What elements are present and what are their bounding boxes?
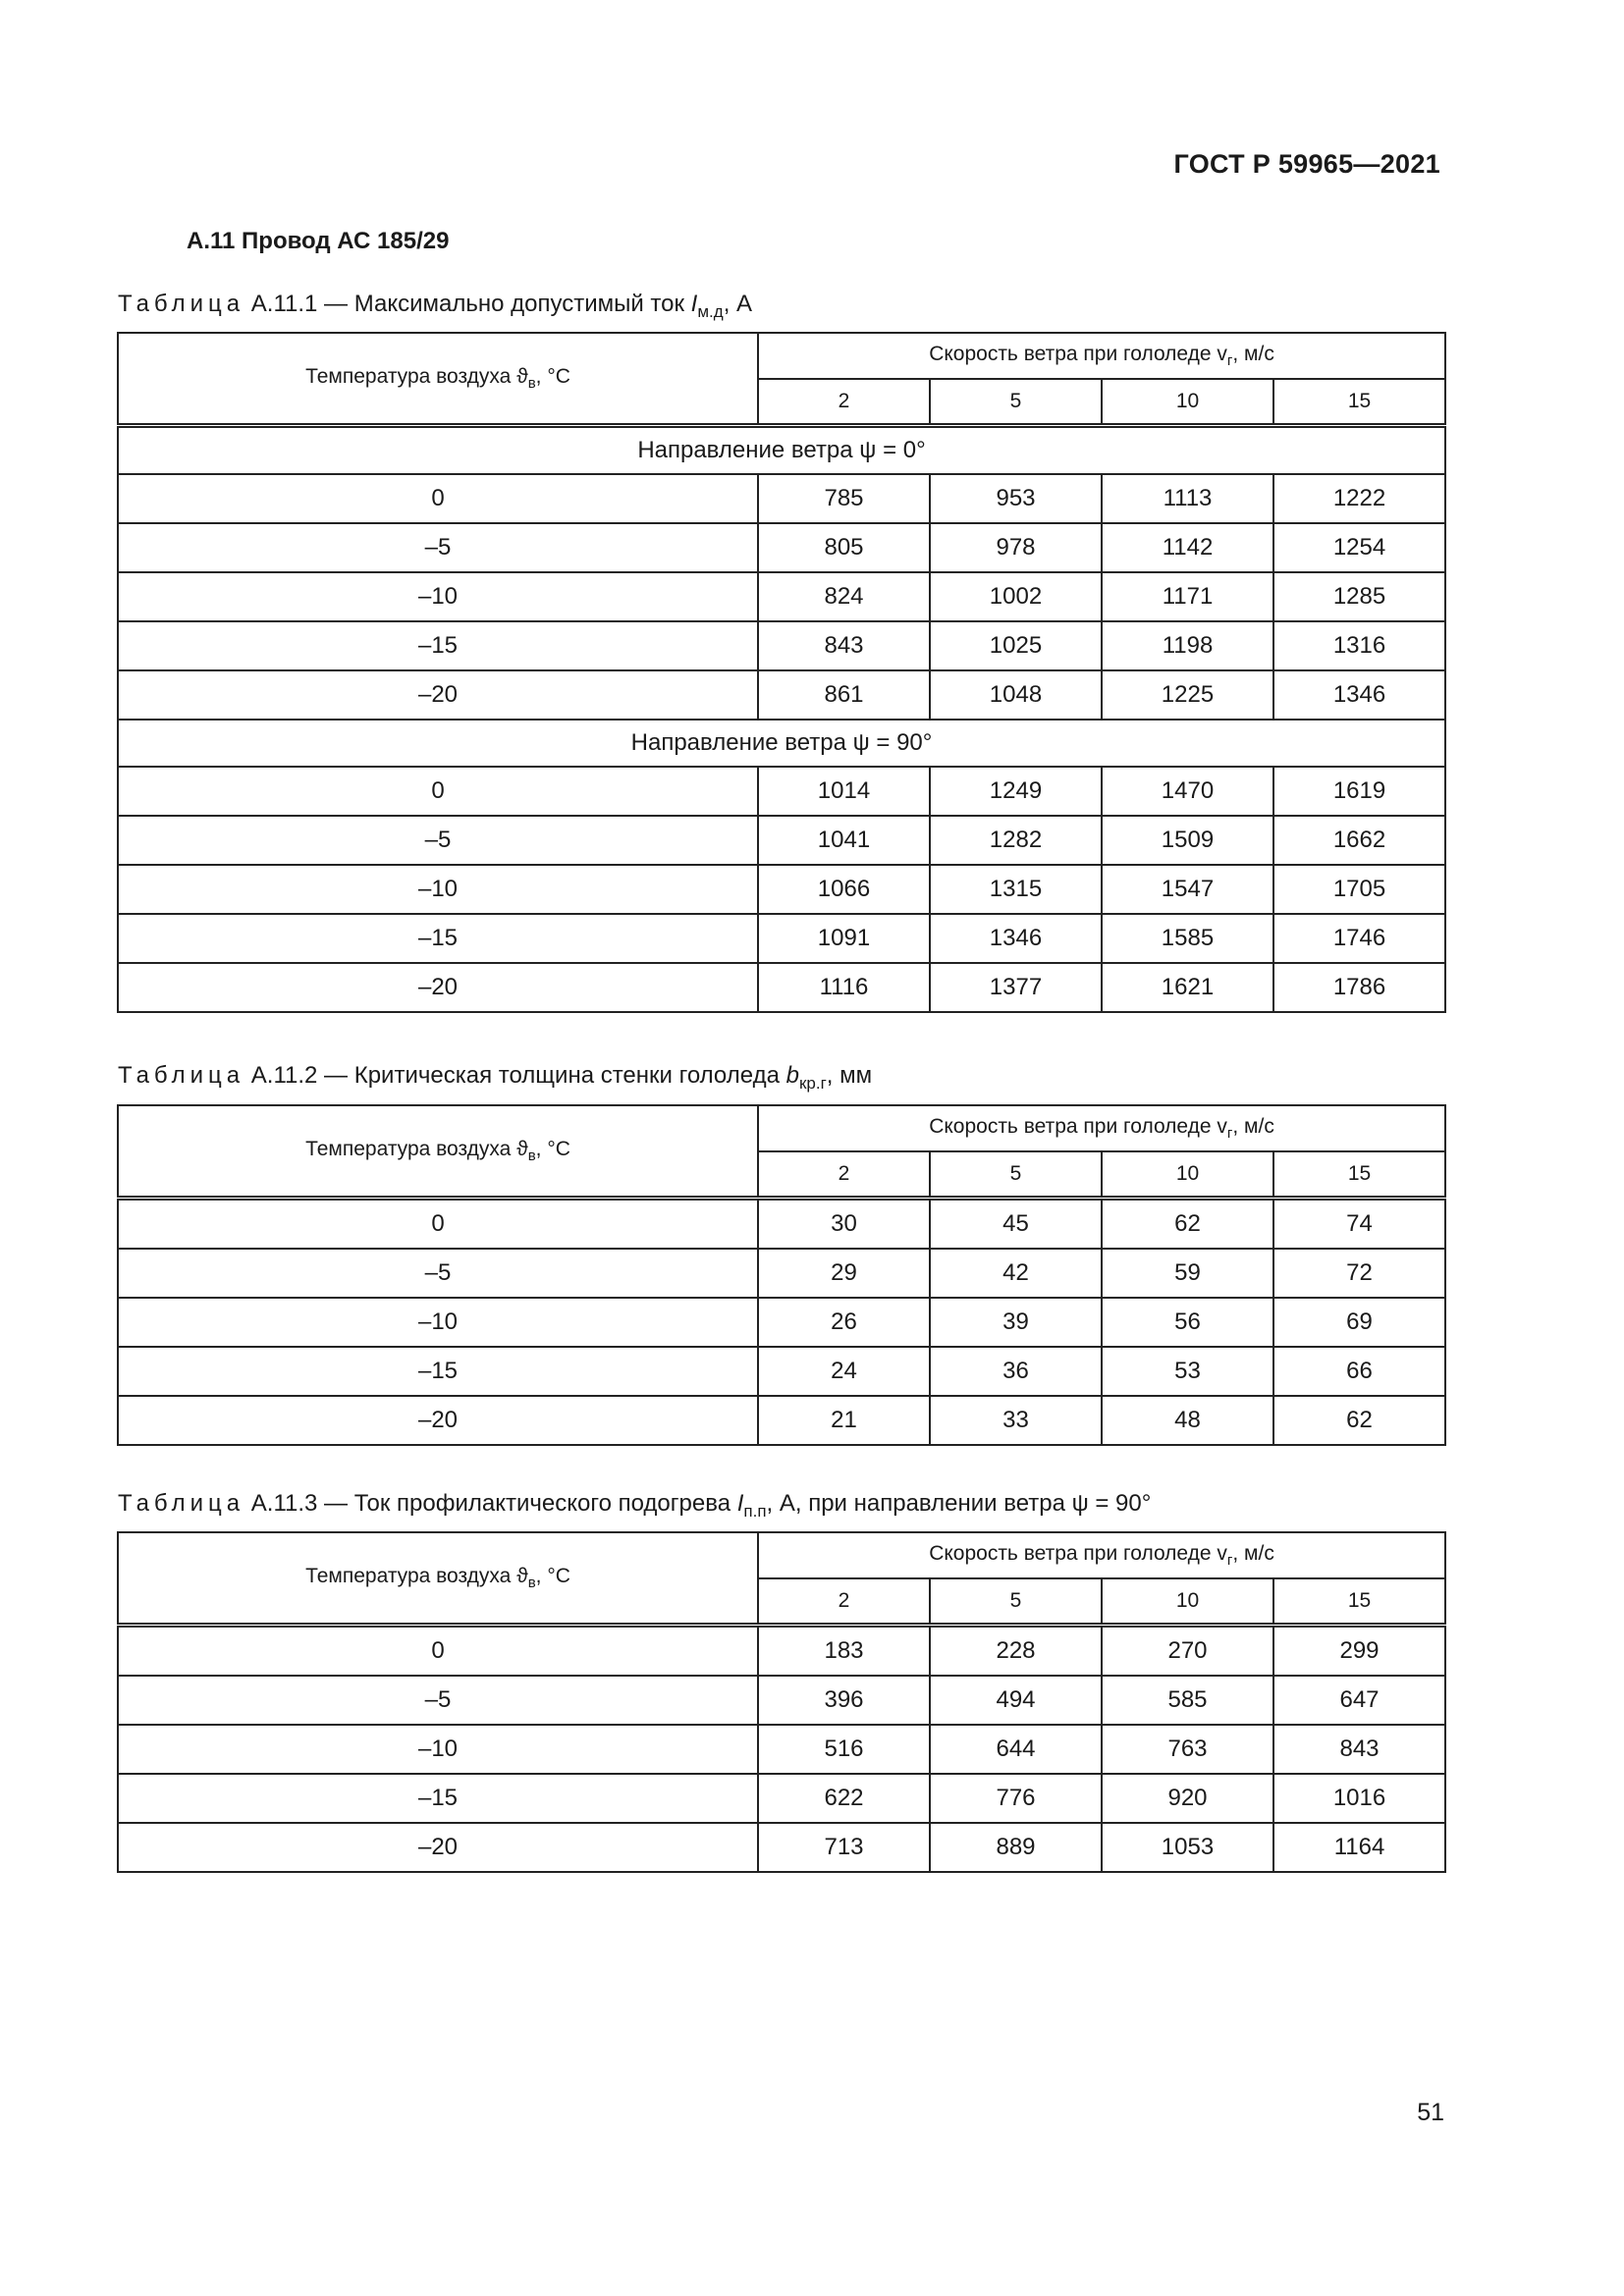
table-row xyxy=(118,1396,1445,1445)
value-cell: 66 xyxy=(1273,1347,1445,1396)
table2-body xyxy=(118,1105,1445,1445)
table2-caption xyxy=(118,1062,872,1094)
value-cell: 26 xyxy=(758,1298,930,1347)
caption-text: А.11.2 — Критическая толщина стенки гололеда xyxy=(244,1062,786,1089)
table-preventive-heating-current xyxy=(117,1531,1446,1873)
table-row xyxy=(118,1347,1445,1396)
temperature-subscript: в xyxy=(527,375,536,393)
caption-variable: I xyxy=(690,291,698,317)
value-cell: 1198 xyxy=(1102,621,1273,670)
temperature-cell: 0 xyxy=(118,474,758,523)
value-cell: 33 xyxy=(930,1396,1102,1445)
value-cell: 62 xyxy=(1273,1396,1445,1445)
temperature-column-header xyxy=(118,1532,758,1626)
value-cell: 843 xyxy=(1273,1725,1445,1774)
temperature-label: Температура воздуха ϑ xyxy=(305,1137,528,1160)
temperature-unit: , °С xyxy=(535,1137,570,1160)
value-cell: 183 xyxy=(758,1626,930,1677)
temperature-cell: –10 xyxy=(118,865,758,914)
temperature-cell: 0 xyxy=(118,767,758,816)
value-cell: 62 xyxy=(1102,1199,1273,1250)
value-cell: 1091 xyxy=(758,914,930,963)
wind-speed-value-header: 10 xyxy=(1102,1151,1273,1199)
table1-caption xyxy=(118,291,752,322)
table-row xyxy=(118,1676,1445,1725)
temperature-cell: –20 xyxy=(118,670,758,720)
wind-direction-row xyxy=(118,426,1445,475)
wind-speed-value-header: 5 xyxy=(930,1578,1102,1626)
wind-speed-header xyxy=(758,1532,1445,1578)
value-cell: 39 xyxy=(930,1298,1102,1347)
value-cell: 785 xyxy=(758,474,930,523)
value-cell: 299 xyxy=(1273,1626,1445,1677)
temperature-cell: –15 xyxy=(118,1347,758,1396)
temperature-cell: –10 xyxy=(118,572,758,621)
value-cell: 516 xyxy=(758,1725,930,1774)
table-row xyxy=(118,1626,1445,1677)
wind-speed-value-header: 5 xyxy=(930,379,1102,426)
value-cell: 1249 xyxy=(930,767,1102,816)
table-row xyxy=(118,1199,1445,1250)
wind-direction-label: Направление ветра ψ = 90° xyxy=(118,720,1445,767)
value-cell: 1116 xyxy=(758,963,930,1012)
value-cell: 1016 xyxy=(1273,1774,1445,1823)
value-cell: 53 xyxy=(1102,1347,1273,1396)
temperature-subscript: в xyxy=(527,1575,536,1592)
value-cell: 1254 xyxy=(1273,523,1445,572)
value-cell: 1470 xyxy=(1102,767,1273,816)
value-cell: 59 xyxy=(1102,1249,1273,1298)
value-cell: 644 xyxy=(930,1725,1102,1774)
caption-text: А.11.3 — Ток профилактического подогрева xyxy=(244,1490,737,1517)
wind-speed-header xyxy=(758,1105,1445,1151)
value-cell: 56 xyxy=(1102,1298,1273,1347)
value-cell: 1222 xyxy=(1273,474,1445,523)
value-cell: 647 xyxy=(1273,1676,1445,1725)
wind-speed-subscript: г xyxy=(1226,352,1233,370)
temperature-cell: –5 xyxy=(118,1676,758,1725)
table-row xyxy=(118,1249,1445,1298)
caption-word: Таблица xyxy=(118,1490,245,1517)
value-cell: 72 xyxy=(1273,1249,1445,1298)
value-cell: 1113 xyxy=(1102,474,1273,523)
wind-speed-value-header: 2 xyxy=(758,1578,930,1626)
temperature-cell: 0 xyxy=(118,1626,758,1677)
value-cell: 45 xyxy=(930,1199,1102,1250)
value-cell: 805 xyxy=(758,523,930,572)
wind-direction-label: Направление ветра ψ = 0° xyxy=(118,426,1445,475)
table-header-row xyxy=(118,1532,1445,1578)
temperature-label: Температура воздуха ϑ xyxy=(305,1564,528,1587)
wind-speed-value-header: 15 xyxy=(1273,1151,1445,1199)
value-cell: 1662 xyxy=(1273,816,1445,865)
caption-word: Таблица xyxy=(118,291,245,317)
temperature-cell: –20 xyxy=(118,963,758,1012)
table-row xyxy=(118,670,1445,720)
temperature-cell: –15 xyxy=(118,914,758,963)
value-cell: 889 xyxy=(930,1823,1102,1872)
value-cell: 1282 xyxy=(930,816,1102,865)
table-row xyxy=(118,572,1445,621)
value-cell: 270 xyxy=(1102,1626,1273,1677)
value-cell: 69 xyxy=(1273,1298,1445,1347)
value-cell: 1346 xyxy=(930,914,1102,963)
value-cell: 48 xyxy=(1102,1396,1273,1445)
caption-subscript: кр.г xyxy=(798,1073,827,1093)
value-cell: 585 xyxy=(1102,1676,1273,1725)
value-cell: 30 xyxy=(758,1199,930,1250)
section-title: А.11 Провод АС 185/29 xyxy=(187,228,450,254)
wind-direction-row xyxy=(118,720,1445,767)
value-cell: 1315 xyxy=(930,865,1102,914)
value-cell: 1164 xyxy=(1273,1823,1445,1872)
caption-text: А.11.1 — Максимально допустимый ток xyxy=(244,291,691,317)
temperature-cell: 0 xyxy=(118,1199,758,1250)
value-cell: 713 xyxy=(758,1823,930,1872)
value-cell: 396 xyxy=(758,1676,930,1725)
temperature-cell: –5 xyxy=(118,523,758,572)
value-cell: 1377 xyxy=(930,963,1102,1012)
value-cell: 978 xyxy=(930,523,1102,572)
value-cell: 1619 xyxy=(1273,767,1445,816)
wind-speed-value-header: 15 xyxy=(1273,379,1445,426)
value-cell: 1066 xyxy=(758,865,930,914)
temperature-subscript: в xyxy=(527,1148,536,1165)
table-row xyxy=(118,1774,1445,1823)
value-cell: 1048 xyxy=(930,670,1102,720)
temperature-cell: –15 xyxy=(118,621,758,670)
caption-word: Таблица xyxy=(118,1062,245,1089)
value-cell: 228 xyxy=(930,1626,1102,1677)
value-cell: 24 xyxy=(758,1347,930,1396)
table-row xyxy=(118,1298,1445,1347)
table-row xyxy=(118,1725,1445,1774)
temperature-unit: , °С xyxy=(535,364,570,388)
wind-speed-value-header: 5 xyxy=(930,1151,1102,1199)
value-cell: 74 xyxy=(1273,1199,1445,1250)
temperature-cell: –10 xyxy=(118,1298,758,1347)
table-row xyxy=(118,474,1445,523)
temperature-cell: –10 xyxy=(118,1725,758,1774)
wind-speed-unit: , м/с xyxy=(1232,342,1274,365)
document-designation: ГОСТ Р 59965—2021 xyxy=(1173,149,1440,179)
value-cell: 1002 xyxy=(930,572,1102,621)
wind-speed-value-header: 10 xyxy=(1102,1578,1273,1626)
table-row xyxy=(118,865,1445,914)
value-cell: 1014 xyxy=(758,767,930,816)
value-cell: 1225 xyxy=(1102,670,1273,720)
value-cell: 1041 xyxy=(758,816,930,865)
temperature-cell: –20 xyxy=(118,1396,758,1445)
value-cell: 861 xyxy=(758,670,930,720)
value-cell: 763 xyxy=(1102,1725,1273,1774)
value-cell: 1746 xyxy=(1273,914,1445,963)
temperature-cell: –15 xyxy=(118,1774,758,1823)
caption-tail: , А xyxy=(723,291,753,317)
temperature-cell: –5 xyxy=(118,816,758,865)
wind-speed-value-header: 10 xyxy=(1102,379,1273,426)
value-cell: 953 xyxy=(930,474,1102,523)
value-cell: 1705 xyxy=(1273,865,1445,914)
value-cell: 1316 xyxy=(1273,621,1445,670)
caption-variable: b xyxy=(785,1062,799,1089)
table-row xyxy=(118,523,1445,572)
value-cell: 843 xyxy=(758,621,930,670)
table-row xyxy=(118,816,1445,865)
table-max-current xyxy=(117,332,1446,1013)
value-cell: 1346 xyxy=(1273,670,1445,720)
temperature-cell: –20 xyxy=(118,1823,758,1872)
wind-speed-label: Скорость ветра при гололеде v xyxy=(929,1114,1227,1138)
value-cell: 622 xyxy=(758,1774,930,1823)
value-cell: 21 xyxy=(758,1396,930,1445)
page-number: 51 xyxy=(1417,2099,1444,2126)
wind-speed-value-header: 15 xyxy=(1273,1578,1445,1626)
value-cell: 1053 xyxy=(1102,1823,1273,1872)
caption-variable: I xyxy=(736,1490,744,1517)
table-header-row xyxy=(118,1105,1445,1151)
caption-tail: , мм xyxy=(826,1062,873,1089)
value-cell: 1142 xyxy=(1102,523,1273,572)
wind-speed-unit: , м/с xyxy=(1232,1114,1274,1138)
value-cell: 920 xyxy=(1102,1774,1273,1823)
value-cell: 29 xyxy=(758,1249,930,1298)
temperature-label: Температура воздуха ϑ xyxy=(305,364,528,388)
wind-speed-label: Скорость ветра при гололеде v xyxy=(929,342,1227,365)
value-cell: 1547 xyxy=(1102,865,1273,914)
wind-speed-value-header: 2 xyxy=(758,379,930,426)
value-cell: 1509 xyxy=(1102,816,1273,865)
value-cell: 1621 xyxy=(1102,963,1273,1012)
wind-speed-subscript: г xyxy=(1226,1552,1233,1570)
value-cell: 494 xyxy=(930,1676,1102,1725)
table1-body xyxy=(118,333,1445,1012)
wind-speed-header xyxy=(758,333,1445,379)
wind-speed-unit: , м/с xyxy=(1232,1541,1274,1565)
temperature-unit: , °С xyxy=(535,1564,570,1587)
table-row xyxy=(118,767,1445,816)
value-cell: 42 xyxy=(930,1249,1102,1298)
caption-subscript: п.п xyxy=(743,1501,767,1521)
table3-caption xyxy=(118,1490,1151,1522)
table-row xyxy=(118,621,1445,670)
value-cell: 1025 xyxy=(930,621,1102,670)
value-cell: 1171 xyxy=(1102,572,1273,621)
value-cell: 1585 xyxy=(1102,914,1273,963)
table-row xyxy=(118,1823,1445,1872)
wind-speed-value-header: 2 xyxy=(758,1151,930,1199)
temperature-cell: –5 xyxy=(118,1249,758,1298)
table-row xyxy=(118,914,1445,963)
table-critical-ice-thickness xyxy=(117,1104,1446,1446)
wind-speed-subscript: г xyxy=(1226,1125,1233,1143)
table3-body xyxy=(118,1532,1445,1872)
wind-speed-label: Скорость ветра при гололеде v xyxy=(929,1541,1227,1565)
caption-tail: , А, при направлении ветра ψ = 90° xyxy=(766,1490,1152,1517)
value-cell: 1786 xyxy=(1273,963,1445,1012)
table-row xyxy=(118,963,1445,1012)
value-cell: 36 xyxy=(930,1347,1102,1396)
value-cell: 776 xyxy=(930,1774,1102,1823)
temperature-column-header xyxy=(118,1105,758,1199)
temperature-column-header xyxy=(118,333,758,426)
table-header-row xyxy=(118,333,1445,379)
value-cell: 1285 xyxy=(1273,572,1445,621)
caption-subscript: м.д xyxy=(697,301,724,321)
value-cell: 824 xyxy=(758,572,930,621)
